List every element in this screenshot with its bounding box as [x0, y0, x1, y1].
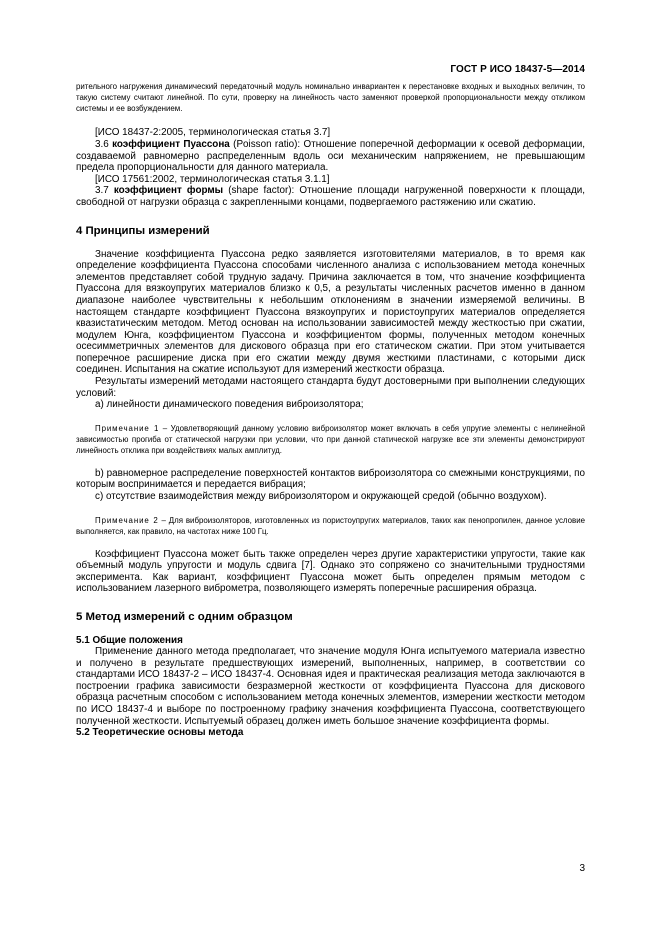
condition-item-a: а) линейности динамического поведения виброизолятора;	[95, 399, 364, 411]
section-4-paragraph-3: Коэффициент Пуассона может быть также определен через другие характеристики упругости, такие как объемный модуль упругости и модуль сдвига [7]. Однако это сопряжено со значительными трудностями эксперимента. Как вариант, коэффициент Пуассона может быть определен прямым методом с использованием лазерного виброметра, позволяющего измерять поперечные расширения образца.	[76, 548, 585, 595]
page-number: 3	[579, 863, 585, 874]
document-body	[76, 82, 585, 738]
definition-text: (Poisson ratio): Отношение поперечной деформации к осевой деформации, создаваемой равномерно распределенным вдоль оси механическим напряжением, не превышающим предела пропорциональности для данного материала.	[76, 138, 585, 174]
condition-item-c: с) отсутствие взаимодействия между виброизолятором и окружающей средой (обычно воздухом).	[95, 491, 547, 503]
subsection-5-1-heading: 5.1 Общие положения	[76, 635, 183, 647]
note-text: – Для виброизоляторов, изготовленных из пористоупругих материалов, таких как пенопропилен, данное условие выполняется, как правило, на частотах ниже 100 Гц.	[76, 515, 585, 536]
subsection-5-2-heading: 5.2 Теоретические основы метода	[76, 727, 244, 739]
definition-number: 3.6	[95, 138, 113, 150]
definition-3-7	[76, 185, 585, 208]
section-4-heading: 4 Принципы измерений	[76, 224, 210, 237]
section-5-heading: 5 Метод измерений с одним образцом	[76, 611, 293, 624]
section-4-paragraph-2: Результаты измерений методами настоящего стандарта будут достоверными при выполнении следующих условий:	[76, 376, 585, 399]
document-header: ГОСТ Р ИСО 18437-5—2014	[450, 64, 585, 75]
definition-text: (shape factor): Отношение площади нагруженной поверхности к площади, свободной от нагрузки образца с закрепленными концами, подвергаемого растяжению или сжатию.	[76, 185, 585, 208]
note-text: – Удовлетворяющий данному условию виброизолятор может включать в себя упругие элементы с нелинейной зависимостью прогиба от статической нагрузки при условии, что при данной статической нагрузке все эти элементы демонстрируют линейность отклика при воздействиях малых амплитуд.	[76, 423, 585, 455]
note-2	[76, 515, 585, 537]
intro-paragraph: рительного нагружения динамический передаточный модуль номинально инвариантен к перестановке входных и выходных величин, то такую систему считают линейной. По сути, проверку на линейность часто заменяют проверкой пропорциональности между откликом системы и ее возбуждением.	[76, 82, 585, 113]
definition-term: коэффициент Пуассона	[112, 138, 230, 150]
section-4-paragraph-1: Значение коэффициента Пуассона редко заявляется изготовителями материалов, в то время как определение коэффициента Пуассона способами численного анализа с использованием метода конечных элементов представляет собой трудную задачу. Причина заключается в том, что значение коэффициента Пуассона для вязкоупругих материалов близко к 0,5, а результаты численных расчетов именно в данном диапазоне наиболее чувствительны к небольшим отклонениям в значении измеряемой величины. В настоящем стандарте коэффициент Пуассона вязкоупругих и пористоупругих материалов определяется квазистатическим методом. Метод основан на использовании зависимостей между жесткостью при сжатии, модулем Юнга, коэффициентом Пуассона и коэффициентом формы, полученных методом конечных осесимметричных элементов для дискового образца при его статическом сжатии. При этом учитывается поперечное расширение диска при его сжатии между двумя жесткими пластинами, с которыми диск соединен. Испытания на сжатие используют для измерений жесткости образца.	[76, 248, 585, 376]
note-1	[76, 423, 585, 456]
reference-iso-18437-2: [ИСО 18437-2:2005, терминологическая статья 3.7]	[95, 127, 331, 139]
definition-number: 3.7	[95, 185, 114, 197]
note-label: Примечание 1	[95, 423, 160, 433]
reference-iso-17561: [ИСО 17561:2002, терминологическая статья 3.1.1]	[95, 173, 330, 185]
condition-item-b: b) равномерное распределение поверхностей контактов виброизолятора со смежными конструкциями, по которым воспринимается и передается вибрация;	[76, 467, 585, 491]
note-label: Примечание 2	[95, 515, 159, 525]
definition-3-6	[76, 139, 585, 174]
definition-term: коэффициент формы	[113, 185, 224, 197]
section-5-1-paragraph: Применение данного метода предполагает, что значение модуля Юнга испытуемого материала известно и получено в результате предшествующих измерений, выполненных, например, в соответствии со стандартами ИСО 18437-2 – ИСО 18437-4. Основная идея и практическая реализация метода заключаются в построении графика зависимости безразмерной жесткости от коэффициента Пуассона для дискового образца расчетным способом с использованием метода конечных элементов, измерении жесткости методом по ИСО 18437-4 и выборе по построенному графику значения коэффициента Пуассона, соответствующего полученной жесткости. Испытуемый образец должен иметь большое значение коэффициента формы.	[76, 646, 585, 727]
